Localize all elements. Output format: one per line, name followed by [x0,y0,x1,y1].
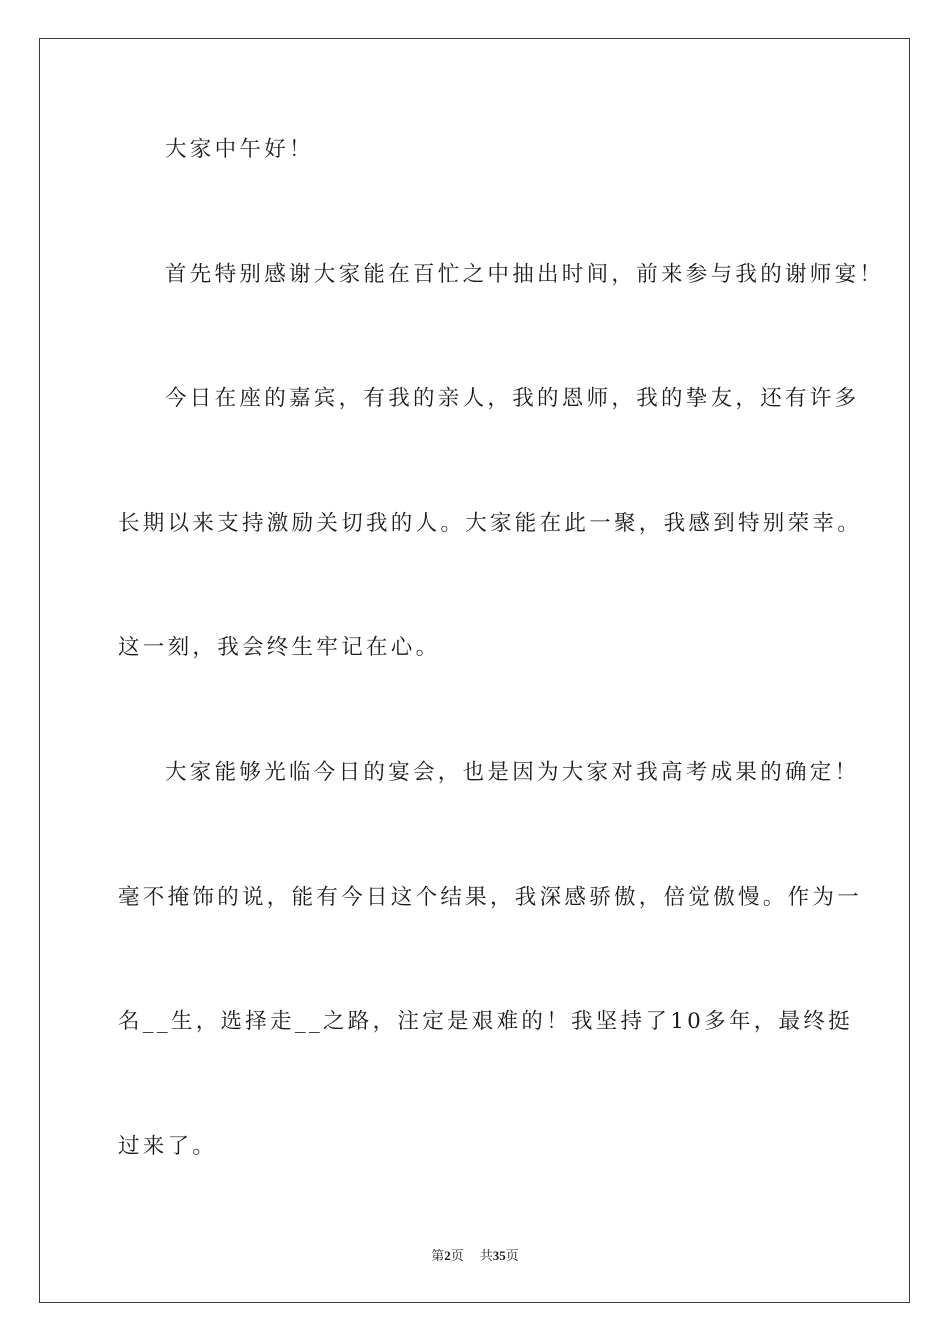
paragraph-guests-line-2: 长期以来支持激励关切我的人。大家能在此一聚，我感到特别荣幸。 [118,511,863,536]
paragraph-banquet-line-1: 大家能够光临今日的宴会，也是因为大家对我高考成果的确定！ [165,760,860,785]
paragraph-guests-line-1: 今日在座的嘉宾，有我的亲人，我的恩师，我的挚友，还有许多 [165,386,860,411]
paragraph-banquet-line-4: 过来了。 [118,1134,218,1159]
page-border [39,38,910,1303]
paragraph-banquet-line-3: 名__生，选择走__之路，注定是艰难的！我坚持了10多年，最终挺 [118,1009,853,1034]
paragraph-greeting: 大家中午好！ [165,137,314,162]
paragraph-thanks: 首先特别感谢大家能在百忙之中抽出时间，前来参与我的谢师宴！ [165,262,885,287]
footer-total-pages: 35 [492,1248,506,1263]
paragraph-guests-line-3: 这一刻，我会终生牢记在心。 [118,635,441,660]
footer-page-number: 2 [444,1248,451,1263]
page-footer [0,1247,950,1266]
footer-page-suffix: 页 [450,1249,464,1264]
paragraph-banquet-line-2: 毫不掩饰的说，能有今日这个结果，我深感骄傲，倍觉傲慢。作为一 [118,885,863,910]
footer-total-suffix: 页 [505,1249,519,1264]
footer-total-prefix: 共 [479,1249,493,1264]
footer-page-prefix: 第 [431,1249,445,1264]
